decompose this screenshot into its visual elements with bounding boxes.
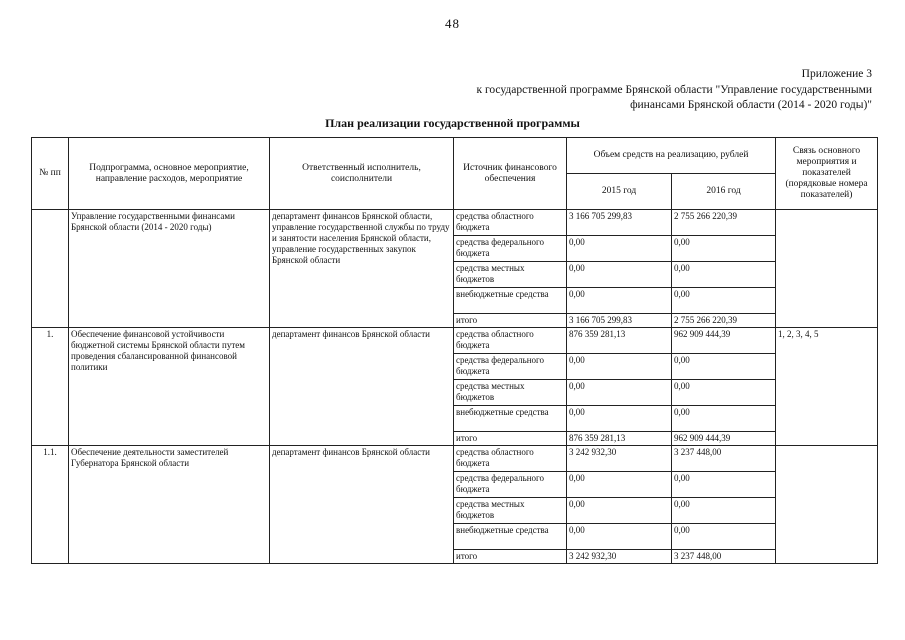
funding-source-extrabudgetary: внебюджетные средства: [454, 524, 567, 550]
activity-name: Управление государственными финансами Брянской области (2014 - 2020 годы): [69, 210, 270, 328]
total-2016: 2 755 266 220,39: [672, 314, 776, 328]
total-2015: 3 166 705 299,83: [567, 314, 672, 328]
funding-source-local-budgets: средства местных бюджетов: [454, 262, 567, 288]
amount-2015: 0,00: [567, 288, 672, 314]
amount-2016: 3 237 448,00: [672, 446, 776, 472]
total-2015: 3 242 932,30: [567, 550, 672, 564]
appendix-note: [476, 67, 872, 114]
amount-2015: 3 242 932,30: [567, 446, 672, 472]
amount-2015: 876 359 281,13: [567, 328, 672, 354]
amount-2016: 962 909 444,39: [672, 328, 776, 354]
total-2015: 876 359 281,13: [567, 432, 672, 446]
executor: департамент финансов Брянской области: [270, 446, 454, 564]
total-2016: 962 909 444,39: [672, 432, 776, 446]
funding-source-federal-budget: средства федерального бюджета: [454, 354, 567, 380]
funding-source-regional-budget: средства областного бюджета: [454, 446, 567, 472]
amount-2016: 0,00: [672, 262, 776, 288]
amount-2016: 2 755 266 220,39: [672, 210, 776, 236]
header-executor: Ответственный исполнитель, соисполнители: [270, 138, 454, 210]
header-year-2015: 2015 год: [567, 174, 672, 210]
page-number: 48: [445, 16, 460, 31]
total-label: итого: [454, 314, 567, 328]
amount-2016: 0,00: [672, 288, 776, 314]
header-volume: Объем средств на реализацию, рублей: [567, 138, 776, 174]
plan-table-body: [32, 210, 878, 564]
amount-2015: 3 166 705 299,83: [567, 210, 672, 236]
header-year-2016: 2016 год: [672, 174, 776, 210]
table-row: [32, 446, 878, 472]
indicator-link-cell: [776, 210, 878, 328]
amount-2015: 0,00: [567, 354, 672, 380]
amount-2016: 0,00: [672, 380, 776, 406]
header-subprogram: Подпрограмма, основное мероприятие, направление расходов, мероприятие: [69, 138, 270, 210]
amount-2015: 0,00: [567, 262, 672, 288]
total-label: итого: [454, 432, 567, 446]
funding-source-federal-budget: средства федерального бюджета: [454, 236, 567, 262]
appendix-line-2: к государственной программе Брянской области "Управление государственными: [476, 83, 872, 96]
appendix-line-3: финансами Брянской области (2014 - 2020 годы)": [630, 99, 872, 111]
amount-2016: 0,00: [672, 236, 776, 262]
funding-source-regional-budget: средства областного бюджета: [454, 328, 567, 354]
amount-2016: 0,00: [672, 354, 776, 380]
row-number: [32, 210, 69, 328]
amount-2015: 0,00: [567, 472, 672, 498]
table-row: [32, 210, 878, 236]
funding-source-extrabudgetary: внебюджетные средства: [454, 288, 567, 314]
header-source: Источник финансового обеспечения: [454, 138, 567, 210]
activity-name: Обеспечение финансовой устойчивости бюджетной системы Брянской области путем проведения сбалансированной финансовой политики: [69, 328, 270, 446]
indicator-link: [776, 446, 878, 564]
amount-2015: 0,00: [567, 406, 672, 432]
executor: департамент финансов Брянской области, управление государственной службы по труду и занятости населения Брянской области, управление государственных закупок Брянской области: [270, 210, 454, 328]
amount-2016: 0,00: [672, 498, 776, 524]
amount-2016: 0,00: [672, 406, 776, 432]
executor: департамент финансов Брянской области: [270, 328, 454, 446]
header-link: Связь основного мероприятия и показателей (порядковые номера показателей): [776, 138, 878, 210]
funding-source-local-budgets: средства местных бюджетов: [454, 498, 567, 524]
funding-source-extrabudgetary: внебюджетные средства: [454, 406, 567, 432]
indicator-link: 1, 2, 3, 4, 5: [776, 328, 878, 446]
total-label: итого: [454, 550, 567, 564]
row-number: 1.1.: [32, 446, 69, 564]
funding-source-federal-budget: средства федерального бюджета: [454, 472, 567, 498]
document-title: План реализации государственной программы: [325, 116, 580, 130]
plan-table: [31, 137, 878, 564]
row-number: 1.: [32, 328, 69, 446]
total-2016: 3 237 448,00: [672, 550, 776, 564]
funding-source-local-budgets: средства местных бюджетов: [454, 380, 567, 406]
amount-2015: 0,00: [567, 498, 672, 524]
funding-source-regional-budget: средства областного бюджета: [454, 210, 567, 236]
table-row: [32, 328, 878, 354]
amount-2016: 0,00: [672, 524, 776, 550]
amount-2015: 0,00: [567, 524, 672, 550]
amount-2015: 0,00: [567, 236, 672, 262]
amount-2016: 0,00: [672, 472, 776, 498]
amount-2015: 0,00: [567, 380, 672, 406]
activity-name: Обеспечение деятельности заместителей Губернатора Брянской области: [69, 446, 270, 564]
appendix-line-1: Приложение 3: [801, 68, 872, 80]
header-num: № пп: [32, 138, 69, 210]
